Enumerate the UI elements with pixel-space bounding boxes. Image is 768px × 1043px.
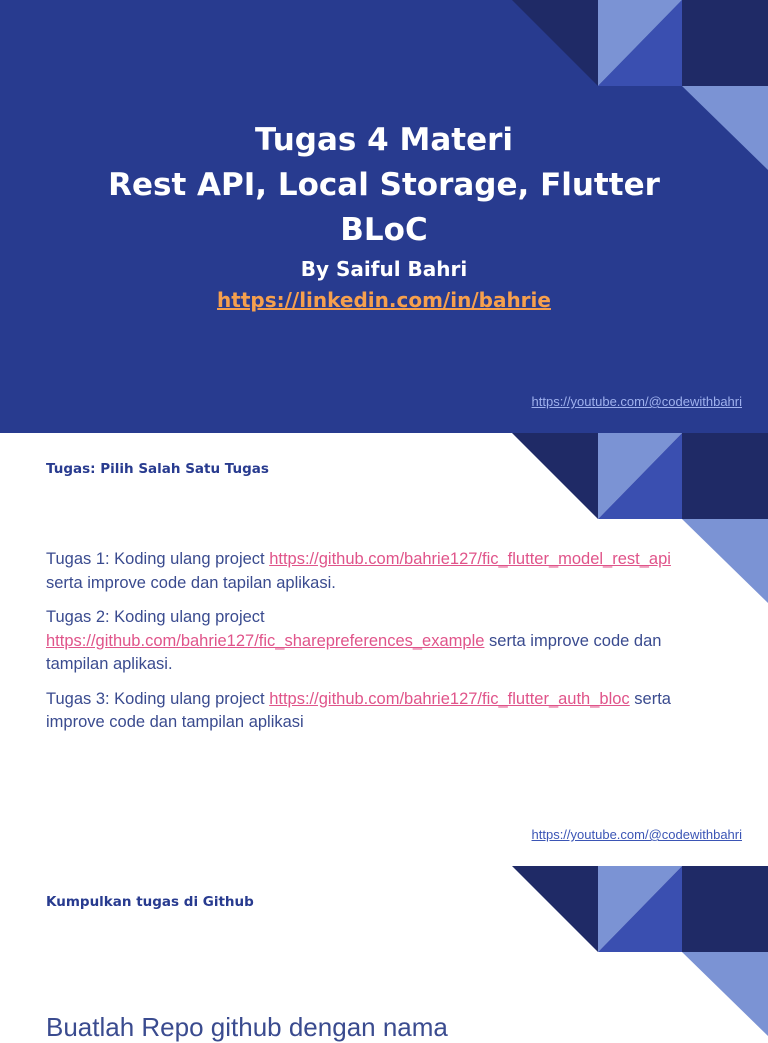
github-link[interactable]: https://github.com/bahrie127/fic_flutter_model_rest_api [269,550,671,568]
task-text: serta improve code dan tapilan aplikasi. [46,573,336,592]
author-name: By Saiful Bahri [300,257,468,281]
task-item [46,688,696,735]
task-item [46,548,696,595]
task-text: Tugas 1: Koding ulang project [46,550,270,568]
submit-slide [0,866,768,1042]
task-text: Tugas 3: Koding ulang project [46,689,270,708]
github-link[interactable]: https://github.com/bahrie127/fic_flutter_auth_bloc [269,689,630,708]
tasks-heading: Tugas: Pilih Salah Satu Tugas [46,461,269,477]
github-link[interactable]: https://github.com/bahrie127/fic_sharepreferences_example [46,631,485,650]
linkedin-link[interactable]: https://linkedin.com/in/bahrie [217,288,551,312]
submit-heading: Kumpulkan tugas di Github [46,894,254,910]
tasks-slide [0,433,768,866]
geometric-decoration [512,866,768,1036]
youtube-link[interactable]: https://youtube.com/@codewithbahri [531,394,742,409]
youtube-link[interactable]: https://youtube.com/@codewithbahri [531,827,742,842]
title-line-1: Tugas 4 Materi [254,122,514,158]
cover-slide [0,0,768,433]
task-item [46,606,696,677]
task-list [46,548,696,746]
title-line-2: Rest API, Local Storage, Flutter [108,167,660,203]
task-text: Tugas 2: Koding ulang project [46,608,265,626]
task-text: serta improve code dan tampilan aplikasi [46,689,671,731]
task-text: serta improve code dan tampilan aplikasi. [46,631,662,673]
title-line-3: BLoC [340,212,428,248]
submit-body-text: Buatlah Repo github dengan nama [46,1012,448,1042]
cover-title [0,118,768,253]
